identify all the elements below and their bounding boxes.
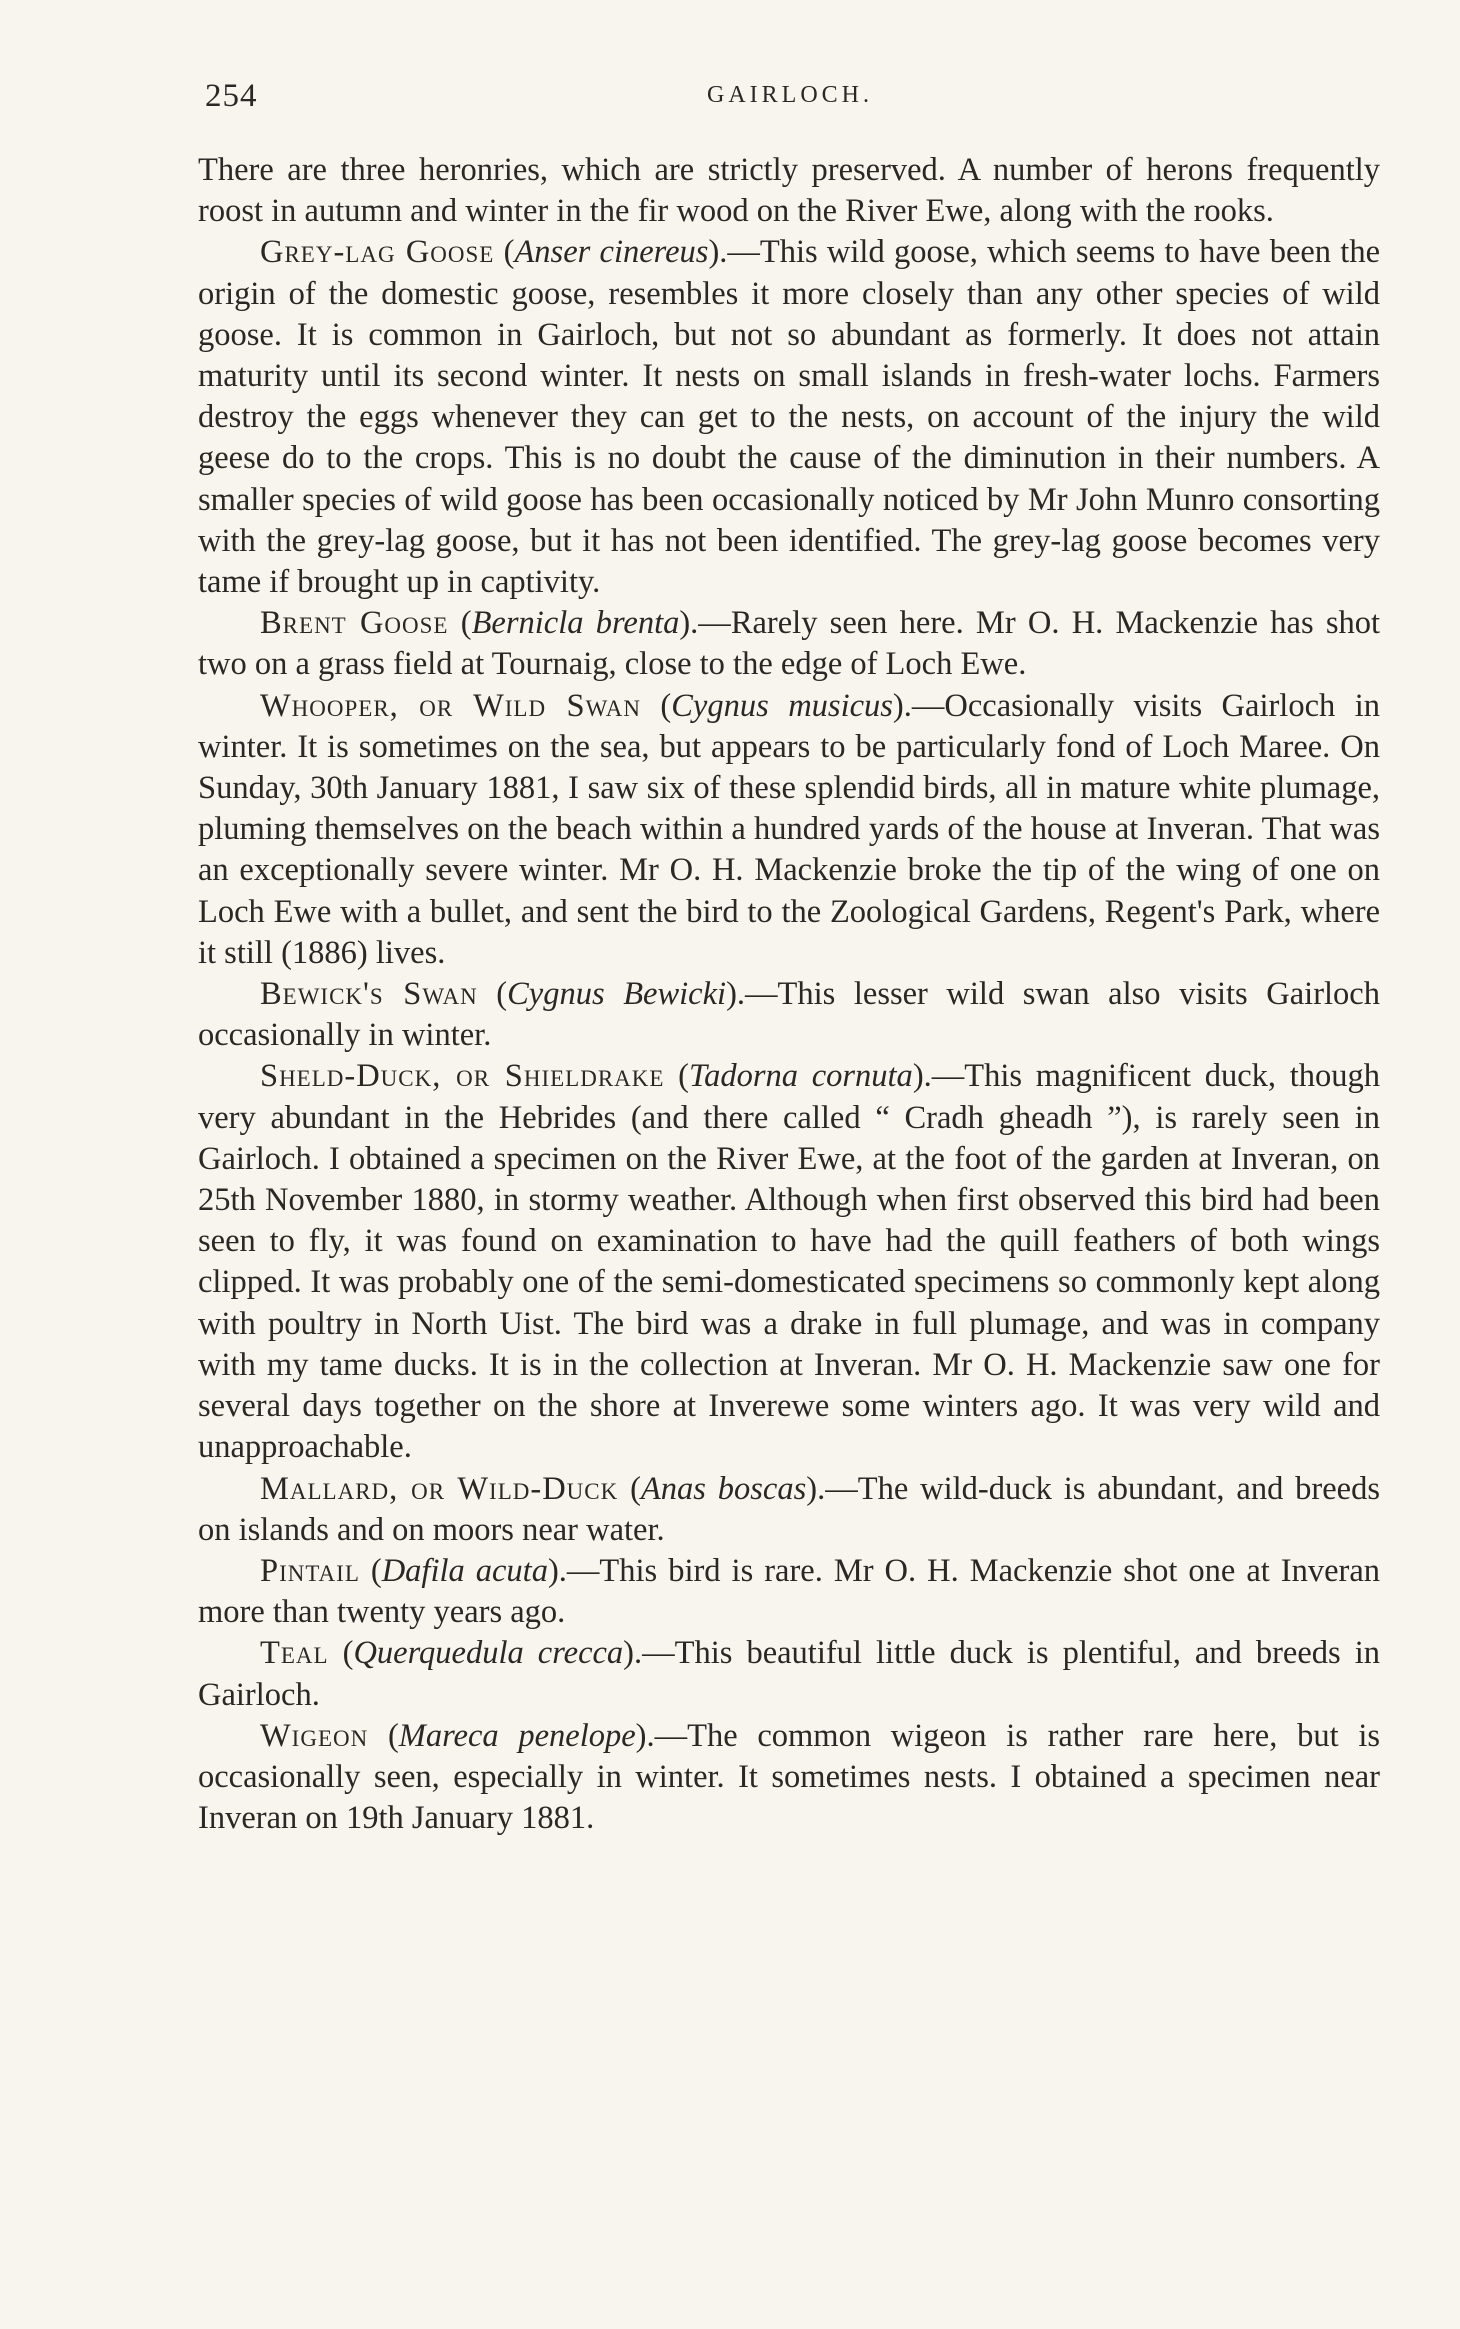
entry-text: This wild goose, which seems to have been the origin of the domestic goose, resembles it more closely than any other species of wild goose. It is common in Gairloch, but not so abundant as formerly. It does not attain maturity until its second winter. It nests on small islands in fresh-water lochs. Farmers destroy the eggs whenever they can get to the nests, on account of the injury the wild geese do to the crops. This is no doubt the cause of the diminution in their numbers. A smaller species of wild goose has been occasionally noticed by Mr John Munro consorting with the grey-lag goose, but it has not been identified. The grey-lag goose becomes very tame if brought up in captivity. bbox=[198, 234, 1381, 601]
entry-text: This beautiful little duck is plentiful, and breeds in Gairloch. bbox=[198, 1635, 1380, 1713]
entry-name: Pintail bbox=[260, 1552, 360, 1589]
entry-text: Occasionally visits Gairloch in winter. It is sometimes on the sea, but appears to be particularly fond of Loch Maree. On Sunday, 30th January 1881, I saw six of these splendid birds, all in mature white plumage, pluming themselves on the beach within a hundred yards of the house at Inveran. That was an exceptionally severe winter. Mr O. H. Mackenzie broke the tip of the wing of one on Loch Ewe with a bullet, and sent the bird to the Zoological Gardens, Regent's Park, where it still (1886) lives. bbox=[198, 687, 1380, 971]
entry-whooper-swan: Whooper, or Wild Swan (Cygnus musicus).—Occasionally visits Gairloch in winter. It is sometimes on the sea, but appears to be particularly fond of Loch Maree. On Sunday, 30th January 1881, I saw six of these splendid birds, all in mature white plumage, pluming themselves on the beach within a hundred yards of the house at Inveran. That was an exceptionally severe winter. Mr O. H. Mackenzie broke the tip of the wing of one on Loch Ewe with a bullet, and sent the bird to the Zoological Gardens, Regent's Park, where it still (1886) lives. bbox=[198, 687, 1380, 971]
page-header bbox=[205, 78, 1375, 118]
running-title: GAIRLOCH. bbox=[707, 82, 873, 108]
entry-text: The common wigeon is rather rare here, but is occasionally seen, especially in winter. It sometimes nests. I obtained a specimen near Inveran on 19th January 1881. bbox=[198, 1717, 1380, 1837]
entry-latin-name: Anser cinereus bbox=[514, 234, 709, 271]
entry-name: Sheld-Duck, or Shieldrake bbox=[260, 1058, 665, 1095]
entry-latin-name: Dafila acuta bbox=[381, 1552, 548, 1589]
body-text bbox=[198, 150, 1380, 1839]
entry-name: Whooper, or Wild Swan bbox=[260, 687, 641, 724]
entry-mallard: Mallard, or Wild-Duck (Anas boscas).—The wild-duck is abundant, and breeds on islands and on moors near water. bbox=[198, 1470, 1380, 1548]
entry-sheld-duck: Sheld-Duck, or Shieldrake (Tadorna cornuta).—This magnificent duck, though very abundant in the Hebrides (and there called “ Cradh gheadh ”), is rarely seen in Gairloch. I obtained a specimen on the River Ewe, at the foot of the garden at Inveran, on 25th November 1880, in stormy weather. Although when first observed this bird had been seen to fly, it was found on examination to have had the quill feathers of both wings clipped. It was probably one of the semi-domesticated specimens so commonly kept along with poultry in North Uist. The bird was a drake in full plumage, and was in company with my tame ducks. It is in the collection at Inveran. Mr O. H. Mackenzie saw one for several days together on the shore at Inverewe some winters ago. It was very wild and unapproachable. bbox=[198, 1058, 1381, 1466]
entry-latin-name: Cygnus Bewicki bbox=[507, 976, 727, 1013]
entry-name: Bewick's Swan bbox=[260, 976, 478, 1013]
entry-latin-name: Querquedula crecca bbox=[353, 1635, 624, 1672]
entry-grey-lag-goose: Grey-lag Goose (Anser cinereus).—This wild goose, which seems to have been the origin of the domestic goose, resembles it more closely than any other species of wild goose. It is common in Gairloch, but not so abundant as formerly. It does not attain maturity until its second winter. It nests on small islands in fresh-water lochs. Farmers destroy the eggs whenever they can get to the nests, on account of the injury the wild geese do to the crops. This is no doubt the cause of the diminution in their numbers. A smaller species of wild goose has been occasionally noticed by Mr John Munro consorting with the grey-lag goose, but it has not been identified. The grey-lag goose becomes very tame if brought up in captivity. bbox=[198, 234, 1381, 601]
entry-text: This magnificent duck, though very abundant in the Hebrides (and there called “ Cradh gheadh ”), is rarely seen in Gairloch. I obtained a specimen on the River Ewe, at the foot of the garden at Inveran, on 25th November 1880, in stormy weather. Although when first observed this bird had been seen to fly, it was found on examination to have had the quill feathers of both wings clipped. It was probably one of the semi-domesticated specimens so commonly kept along with poultry in North Uist. The bird was a drake in full plumage, and was in company with my tame ducks. It is in the collection at Inveran. Mr O. H. Mackenzie saw one for several days together on the shore at Inverewe some winters ago. It was very wild and unapproachable. bbox=[198, 1058, 1381, 1466]
entry-name: Teal bbox=[260, 1635, 329, 1672]
entry-brent-goose: Brent Goose (Bernicla brenta).—Rarely seen here. Mr O. H. Mackenzie has shot two on a grass field at Tournaig, close to the edge of Loch Ewe. bbox=[198, 605, 1381, 683]
page-number: 254 bbox=[205, 78, 258, 114]
entry-teal: Teal (Querquedula crecca).—This beautiful little duck is plentiful, and breeds in Gairloch. bbox=[198, 1635, 1380, 1713]
entry-latin-name: Cygnus musicus bbox=[671, 687, 893, 724]
entry-bewicks-swan: Bewick's Swan (Cygnus Bewicki).—This lesser wild swan also visits Gairloch occasionally in winter. bbox=[198, 976, 1380, 1054]
entry-latin-name: Mareca penelope bbox=[398, 1717, 636, 1754]
entry-pintail: Pintail (Dafila acuta).—This bird is rare. Mr O. H. Mackenzie shot one at Inveran more than twenty years ago. bbox=[198, 1552, 1381, 1631]
entry-latin-name: Bernicla brenta bbox=[471, 605, 680, 642]
entry-text: This bird is rare. Mr O. H. Mackenzie shot one at Inveran more than twenty years ago. bbox=[198, 1552, 1381, 1631]
entry-text: Rarely seen here. Mr O. H. Mackenzie has shot two on a grass field at Tournaig, close to the edge of Loch Ewe. bbox=[198, 605, 1381, 683]
entry-latin-name: Anas boscas bbox=[640, 1470, 807, 1507]
entry-wigeon: Wigeon (Mareca penelope).—The common wigeon is rather rare here, but is occasionally seen, especially in winter. It sometimes nests. I obtained a specimen near Inveran on 19th January 1881. bbox=[198, 1717, 1380, 1837]
entry-text: The wild-duck is abundant, and breeds on islands and on moors near water. bbox=[198, 1470, 1380, 1548]
entry-name: Wigeon bbox=[260, 1717, 369, 1754]
intro-paragraph: There are three heronries, which are strictly preserved. A number of herons frequently roost in autumn and winter in the fir wood on the River Ewe, along with the rooks. bbox=[198, 152, 1380, 230]
entry-name: Mallard, or Wild-Duck bbox=[260, 1470, 619, 1507]
entry-name: Grey-lag Goose bbox=[260, 234, 495, 271]
entry-text: This lesser wild swan also visits Gairloch occasionally in winter. bbox=[198, 976, 1380, 1054]
entry-name: Brent Goose bbox=[260, 605, 449, 642]
entry-latin-name: Tadorna cornuta bbox=[688, 1058, 913, 1095]
